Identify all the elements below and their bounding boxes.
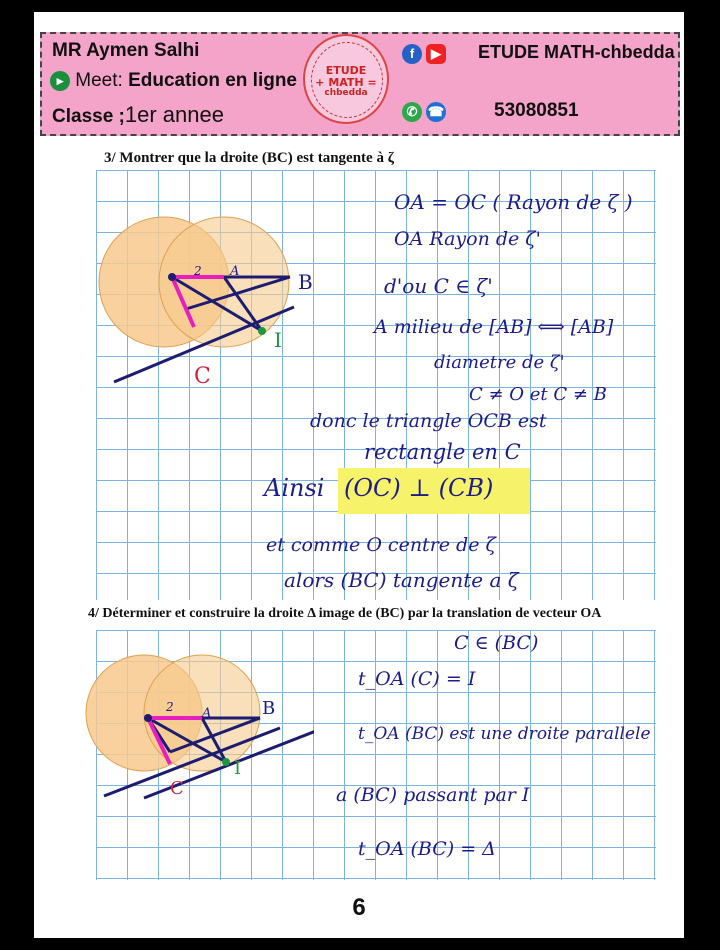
meet-label: Meet: — [75, 70, 123, 91]
note-3-4: A milieu de [AB] ⟺ [AB] — [374, 316, 614, 338]
label-two: 2 — [194, 264, 202, 278]
note-3-12: alors (BC) tangente a ζ — [284, 568, 519, 592]
header-banner — [40, 32, 680, 136]
site-name: ETUDE MATH-chbedda — [478, 42, 675, 62]
logo-line2: + MATH = — [315, 76, 377, 89]
label-b: B — [298, 270, 313, 294]
note-3-7: donc le triangle OCB est — [310, 410, 547, 432]
note-3-11: et comme O centre de ζ — [266, 534, 496, 556]
google-meet-icon: ▸ — [50, 71, 70, 91]
question-4: 4/ Déterminer et construire la droite Δ image de (BC) par la translation de vecteur OA — [88, 606, 602, 621]
class-row — [52, 102, 224, 128]
label-c: C — [170, 778, 184, 799]
note-4-3: t_OA (BC) est une droite parallele — [358, 724, 651, 744]
note-3-1: OA = OC ( Rayon de ζ ) — [394, 190, 633, 214]
note-3-3: d'ou C ∈ ζ' — [384, 274, 493, 298]
label-two: 2 — [166, 700, 174, 714]
phone-number: 53080851 — [494, 100, 579, 121]
note-4-2: t_OA (C) = I — [358, 668, 476, 690]
note-3-2: OA Rayon de ζ' — [394, 228, 541, 250]
note-3-perpendicular: (OC) ⊥ (CB) — [344, 474, 494, 502]
note-4-4: a (BC) passant par I — [336, 784, 530, 806]
question-3: 3/ Montrer que la droite (BC) est tangente à ζ — [104, 150, 394, 166]
phone-icon: ☎ — [426, 102, 446, 122]
figure-4 — [74, 648, 314, 808]
whatsapp-icon: ✆ — [402, 102, 422, 122]
note-3-5: diametre de ζ' — [434, 352, 565, 373]
etude-math-logo — [303, 34, 389, 124]
point-i — [258, 327, 266, 335]
youtube-icon: ▶ — [426, 44, 446, 64]
note-3-6: C ≠ O et C ≠ B — [469, 384, 607, 405]
label-a: A — [202, 706, 212, 721]
teacher-name: MR Aymen Salhi — [52, 40, 200, 61]
facebook-icon: f — [402, 44, 422, 64]
note-4-1: C ∈ (BC) — [454, 632, 539, 654]
document-page — [34, 12, 684, 938]
point-o — [144, 714, 152, 722]
label-i: I — [274, 328, 282, 352]
logo-line3: chbedda — [324, 88, 368, 98]
class-value: 1er annee — [124, 102, 224, 127]
label-i: I — [234, 758, 242, 779]
label-c: C — [194, 364, 211, 389]
meet-text: Education en ligne — [128, 70, 297, 91]
label-a: A — [230, 264, 240, 279]
class-label: Classe ; — [52, 106, 125, 127]
meet-row — [50, 70, 297, 92]
point-o — [168, 273, 176, 281]
page-number: 6 — [352, 894, 366, 921]
logo-line1: ETUDE — [325, 64, 367, 77]
note-4-5: t_OA (BC) = Δ — [358, 838, 496, 860]
point-i — [222, 758, 230, 766]
note-3-ainsi: Ainsi — [264, 474, 325, 502]
note-3-8: rectangle en C — [364, 440, 521, 464]
label-b: B — [262, 698, 276, 719]
